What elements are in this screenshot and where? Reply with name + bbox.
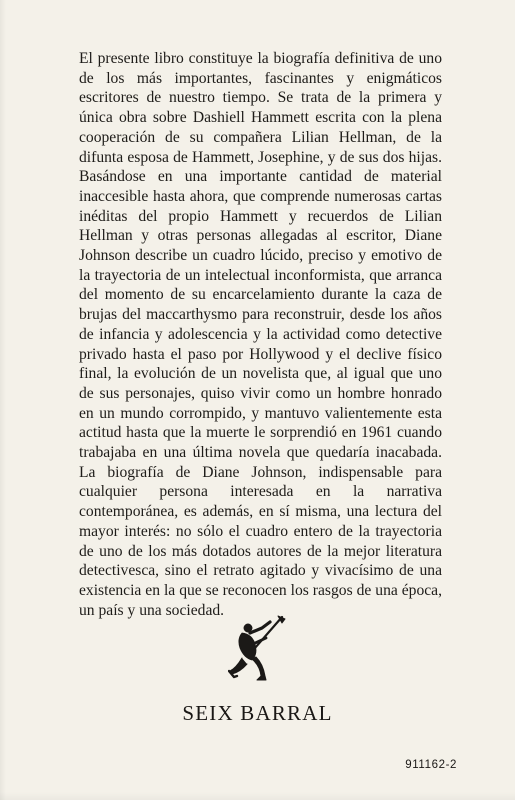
catalog-code: 911162-2 (405, 759, 457, 771)
archer-figure-icon (228, 614, 290, 684)
publisher-name: SEIX BARRAL (182, 701, 333, 725)
back-cover-blurb (79, 49, 442, 620)
blurb-text: El presente libro constituye la biografía definitiva de uno de los más importantes, fascinantes y enigmáticos escritores de nuestro tiempo. Se trata de la primera y única obra sobre Dashiell Hammett escrita con la plena cooperación de su compañera Lilian Hellman, de la difunta esposa de Hammett, Josephine, y de sus dos hijas. Basándose en una importante cantidad de material inaccesible hasta ahora, que comprende numerosas cartas inéditas del propio Hammett y recuerdos de Lilian Hellman y otras personas allegadas al escritor, Diane Johnson describe un cuadro lúcido, preciso y emotivo de la trayectoria de un intelectual inconformista, que arranca del momento de su encarcelamiento durante la caza de brujas del maccarthysmo para reconstruir, desde los años de infancia y adolescencia y la actividad como detective privado hasta el paso por Hollywood y el declive físico final, la evolución de un novelista que, al igual que uno de sus personajes, quiso vivir como un hombre honrado en un mundo corrompido, y mantuvo valientemente esta actitud hasta que la muerte le sorprendió en 1961 cuando trabajaba en una última novela que quedaría inacabada. La biografía de Diane Johnson, indispensable para cualquier persona interesada en la narrativa contemporánea, es además, en sí misma, una lectura del mayor interés: no sólo el cuadro entero de la trayectoria de uno de los más dotados autores de la mejor literatura detectivesca, sino el retrato agitado y vivacísimo de una existencia en la que se reconocen los rasgos de una época, un país y una sociedad. (79, 50, 442, 619)
